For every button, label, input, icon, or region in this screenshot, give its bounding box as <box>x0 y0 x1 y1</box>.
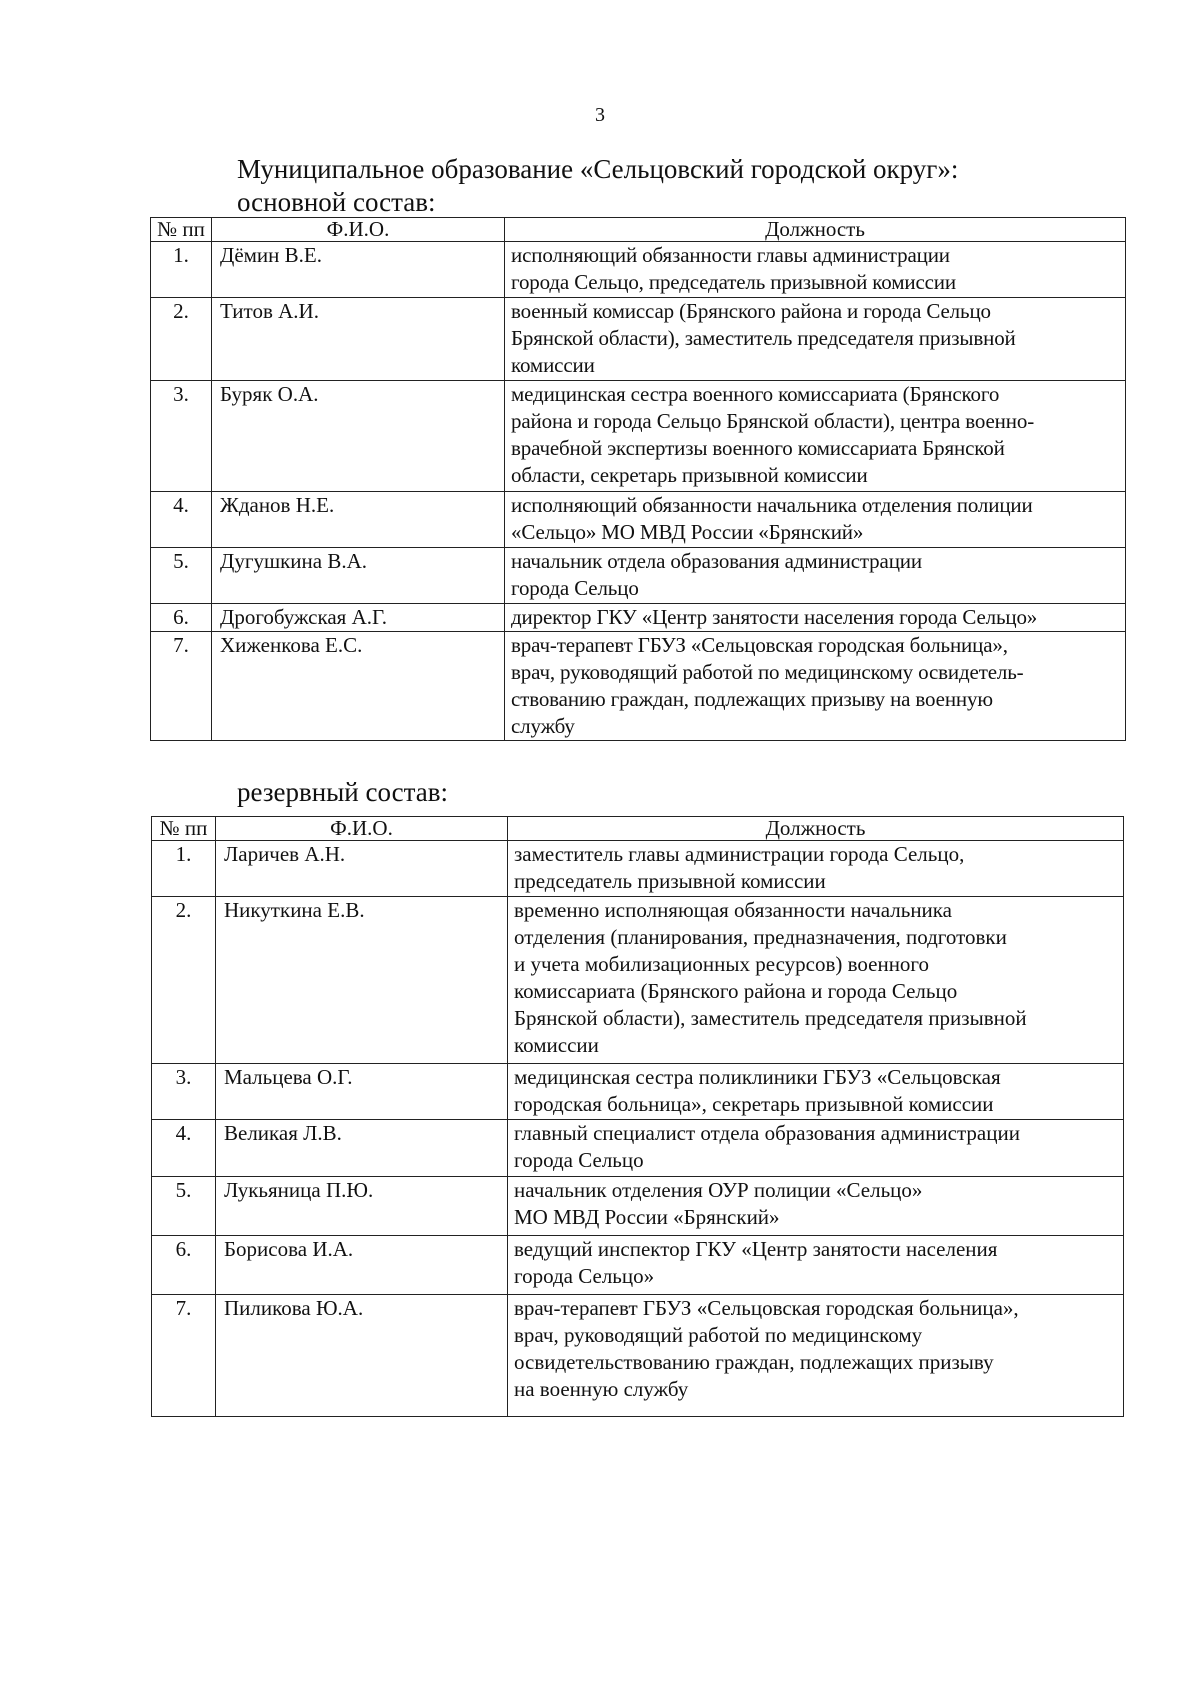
main-composition-label: основной состав: <box>237 187 436 217</box>
member-name: Дёмин В.Е. <box>212 242 505 298</box>
table-row <box>151 492 1126 548</box>
table-row <box>152 1064 1124 1120</box>
header-position: Должность <box>505 218 1126 242</box>
table-row <box>152 1295 1124 1417</box>
member-name: Буряк О.А. <box>212 381 505 492</box>
row-number: 1. <box>151 242 212 298</box>
reserve-composition-table <box>151 816 1124 1417</box>
member-position: заместитель главы администрации города Сельцо, председатель призывной комиссии <box>508 841 1124 897</box>
row-number: 5. <box>151 548 212 604</box>
row-number: 3. <box>152 1064 216 1120</box>
member-position: медицинская сестра военного комиссариата (Брянского района и города Сельцо Брянской области), центра военно- врачебной экспертизы военного комиссариата Брянской области, секретарь призывной комиссии <box>505 381 1126 492</box>
table-row <box>152 897 1124 1064</box>
member-position: военный комиссар (Брянского района и города Сельцо Брянской области), заместитель председателя призывной комиссии <box>505 298 1126 381</box>
member-position: начальник отдела образования администрации города Сельцо <box>505 548 1126 604</box>
member-name: Титов А.И. <box>212 298 505 381</box>
row-number: 3. <box>151 381 212 492</box>
member-name: Ларичев А.Н. <box>216 841 508 897</box>
row-number: 6. <box>152 1236 216 1295</box>
header-num: № пп <box>151 218 212 242</box>
member-position: врач-терапевт ГБУЗ «Сельцовская городская больница», врач, руководящий работой по медицинскому освидетель- ствованию граждан, подлежащих призыву на военную службу <box>505 632 1126 741</box>
member-position: начальник отделения ОУР полиции «Сельцо» МО МВД России «Брянский» <box>508 1177 1124 1236</box>
member-position: ведущий инспектор ГКУ «Центр занятости населения города Сельцо» <box>508 1236 1124 1295</box>
member-name: Жданов Н.Е. <box>212 492 505 548</box>
header-name: Ф.И.О. <box>212 218 505 242</box>
member-position: временно исполняющая обязанности начальника отделения (планирования, предназначения, подготовки и учета мобилизационных ресурсов) военного комиссариата (Брянского района и города Сельцо Брянской области), заместитель председателя призывной комиссии <box>508 897 1124 1064</box>
row-number: 2. <box>152 897 216 1064</box>
member-position: врач-терапевт ГБУЗ «Сельцовская городская больница», врач, руководящий работой по медицинскому освидетельствованию граждан, подлежащих призыву на военную службу <box>508 1295 1124 1417</box>
table-row <box>152 841 1124 897</box>
row-number: 4. <box>151 492 212 548</box>
row-number: 4. <box>152 1120 216 1177</box>
member-name: Борисова И.А. <box>216 1236 508 1295</box>
header-name: Ф.И.О. <box>216 817 508 841</box>
row-number: 7. <box>151 632 212 741</box>
member-name: Пиликова Ю.А. <box>216 1295 508 1417</box>
member-name: Никуткина Е.В. <box>216 897 508 1064</box>
member-position: исполняющий обязанности начальника отделения полиции «Сельцо» МО МВД России «Брянский» <box>505 492 1126 548</box>
row-number: 7. <box>152 1295 216 1417</box>
member-name: Дугушкина В.А. <box>212 548 505 604</box>
table-row <box>151 381 1126 492</box>
reserve-composition-label: резервный состав: <box>237 777 449 807</box>
table-header-row <box>152 817 1124 841</box>
header-position: Должность <box>508 817 1124 841</box>
table-row <box>152 1177 1124 1236</box>
table-row <box>151 632 1126 741</box>
table-header-row <box>151 218 1126 242</box>
table-row <box>152 1236 1124 1295</box>
table-row <box>151 548 1126 604</box>
member-name: Хиженкова Е.С. <box>212 632 505 741</box>
main-composition-table <box>150 217 1126 741</box>
row-number: 5. <box>152 1177 216 1236</box>
member-name: Дрогобужская А.Г. <box>212 604 505 632</box>
row-number: 6. <box>151 604 212 632</box>
table-row <box>152 1120 1124 1177</box>
row-number: 1. <box>152 841 216 897</box>
member-position: главный специалист отдела образования администрации города Сельцо <box>508 1120 1124 1177</box>
table-row <box>151 604 1126 632</box>
row-number: 2. <box>151 298 212 381</box>
member-position: исполняющий обязанности главы администрации города Сельцо, председатель призывной комиссии <box>505 242 1126 298</box>
member-name: Великая Л.В. <box>216 1120 508 1177</box>
member-name: Мальцева О.Г. <box>216 1064 508 1120</box>
member-position: директор ГКУ «Центр занятости населения города Сельцо» <box>505 604 1126 632</box>
table-row <box>151 242 1126 298</box>
table-row <box>151 298 1126 381</box>
page-number: 3 <box>595 104 605 126</box>
municipality-heading: Муниципальное образование «Сельцовский городской округ»: <box>237 154 959 184</box>
header-num: № пп <box>152 817 216 841</box>
member-name: Лукьяница П.Ю. <box>216 1177 508 1236</box>
member-position: медицинская сестра поликлиники ГБУЗ «Сельцовская городская больница», секретарь призывной комиссии <box>508 1064 1124 1120</box>
